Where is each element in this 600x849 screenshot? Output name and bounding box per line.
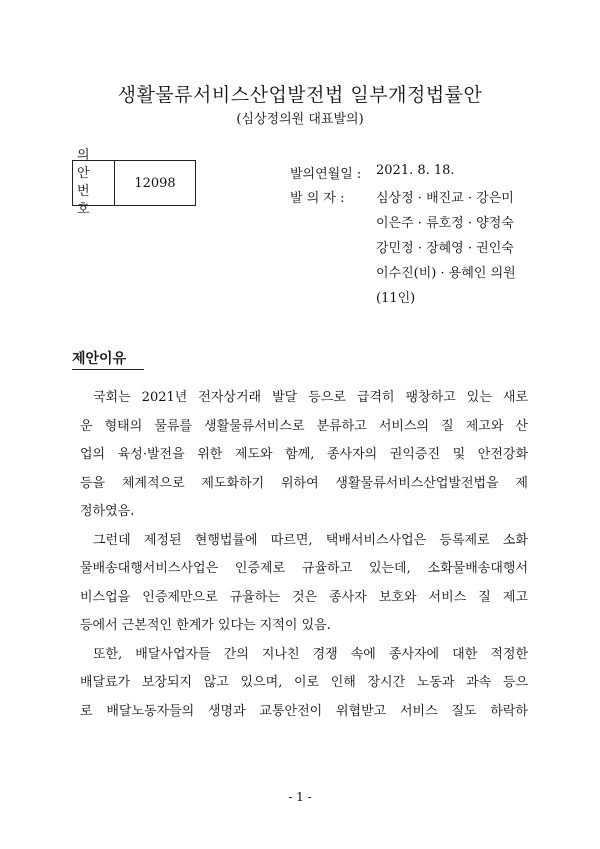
body-line: 그런데 제정된 현행법률에 따르면, 택배서비스사업은 등록제로 소화 xyxy=(93,532,528,548)
bill-subtitle: (심상정의원 대표발의) xyxy=(236,112,364,127)
body-line: 배달료가 보장되지 않고 있으며, 이로 인해 장시간 노동과 과속 등으 xyxy=(80,675,528,690)
bill-title: 생활물류서비스산업발전법 일부개정법률안 xyxy=(117,84,483,106)
proposal-date-value: 2021. 8. 18. xyxy=(376,163,455,178)
proposer-line: 이수진(비) · 용혜인 의원 xyxy=(376,266,516,281)
proposal-reason-body xyxy=(80,384,528,726)
bill-number-box xyxy=(72,148,196,217)
proposer-line: 강민정 · 장혜영 · 권인숙 xyxy=(376,241,514,256)
body-line: 등을 체계적으로 제도화하기 위하여 생활물류서비스산업발전법을 제 xyxy=(80,475,528,491)
proposer-line: 심상정 · 배진교 · 강은미 xyxy=(376,191,514,206)
proposal-date-row xyxy=(290,163,455,182)
proposal-date-label: 발의연월일 : xyxy=(290,167,362,182)
bill-number-value: 12098 xyxy=(134,175,176,191)
bill-number-label-line1: 의안 xyxy=(77,148,96,181)
bill-number-label xyxy=(73,148,115,217)
body-line: 비스업을 인증제만으로 규율하는 것은 종사자 보호와 서비스 질 제고 xyxy=(80,589,528,605)
proposer-line: 이은주 · 류호정 · 양정숙 xyxy=(376,216,514,231)
body-line: 또한, 배달사업자들 간의 지나친 경쟁 속에 종사자에 대한 적정한 xyxy=(93,646,528,662)
section-heading: 제안이유 xyxy=(72,351,127,367)
body-line: 물배송대행서비스사업은 인증제로 규율하고 있는데, 소화물배송대행서 xyxy=(80,561,528,576)
bill-number-label-line2: 번호 xyxy=(77,184,96,217)
body-line: 국회는 2021년 전자상거래 발달 등으로 급격히 팽창하고 있는 새로 xyxy=(93,390,528,405)
page-number: - 1 - xyxy=(288,790,312,804)
body-line: 등에서 근본적인 한계가 있다는 지적이 있음. xyxy=(80,618,331,633)
proposer-row xyxy=(290,187,370,206)
body-line: 정하였음. xyxy=(80,504,135,519)
proposer-label: 발 의 자 : xyxy=(290,191,345,206)
body-line: 로 배달노동자들의 생명과 교통안전이 위협받고 서비스 질도 하락하 xyxy=(80,703,528,719)
proposer-count: (11인) xyxy=(376,291,416,306)
body-line: 운 형태의 물류를 생활물류서비스로 분류하고 서비스의 질 제고와 산 xyxy=(80,418,528,434)
body-line: 업의 육성·발전을 위한 제도와 함께, 종사자의 권익증진 및 안전강화 xyxy=(80,447,528,462)
section-divider xyxy=(72,369,144,370)
